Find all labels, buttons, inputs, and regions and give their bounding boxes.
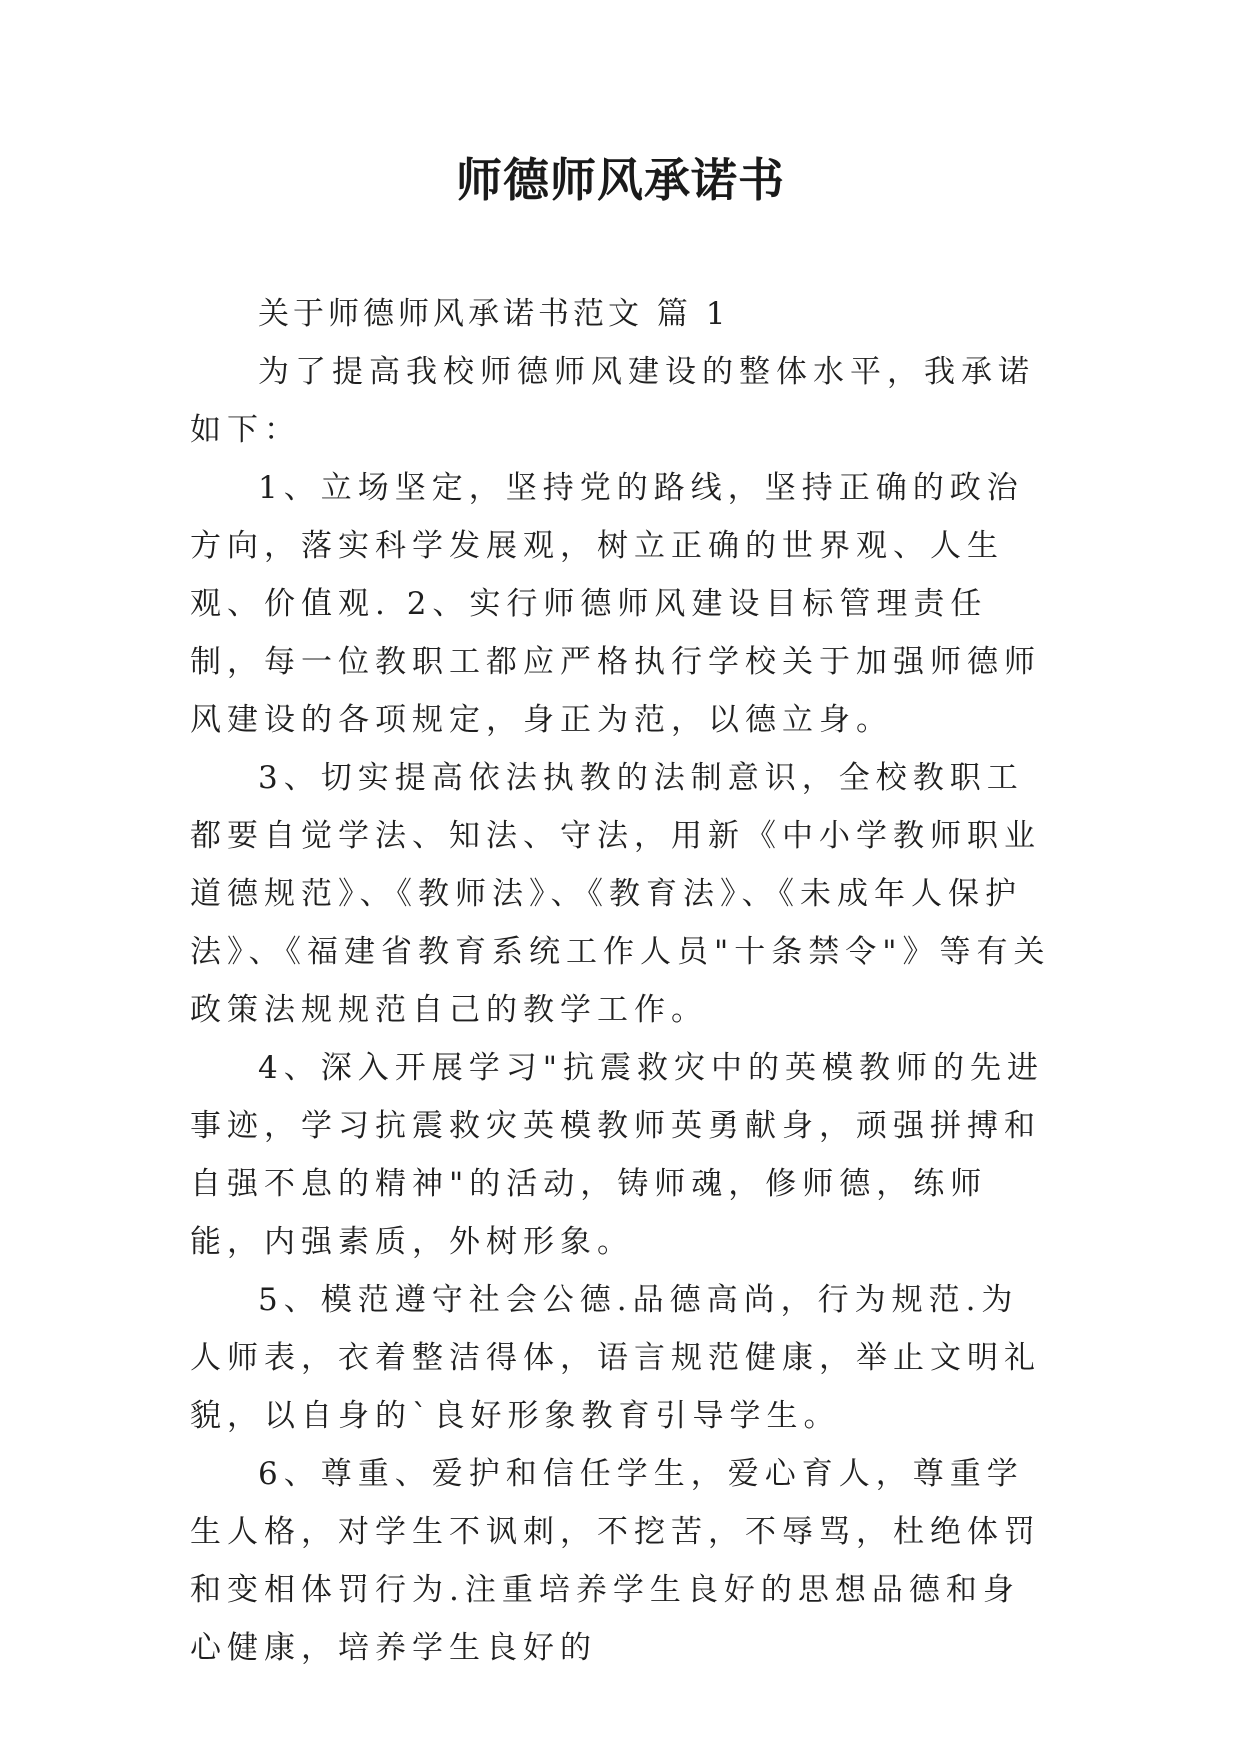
paragraph-intro: 为了提高我校师德师风建设的整体水平，我承诺如下：: [190, 354, 1035, 448]
paragraph-item-5: 5、模范遵守社会公德.品德高尚，行为规范.为人师表，衣着整洁得体，语言规范健康，举止文明礼貌，以自身的`良好形象教育引导学生。: [190, 1282, 1041, 1434]
document-body: [190, 285, 1052, 1677]
paragraph-item-4: 4、深入开展学习"抗震救灾中的英模教师的先进事迹，学习抗震救灾英模教师英勇献身，顽强拼搏和自强不息的精神"的活动，铸师魂，修师德，练师能，内强素质，外树形象。: [190, 1050, 1044, 1260]
document-title: 师德师风承诺书: [456, 153, 785, 207]
paragraph-item-3: 3、切实提高依法执教的法制意识，全校教职工都要自觉学法、知法、守法，用新《中小学教师职业道德规范》、《教师法》、《教育法》、《未成年人保护法》、《福建省教育系统工作人员"十条禁令"》等有关政策法规规范自己的教学工作。: [190, 760, 1051, 1028]
paragraph-item-6: 6、尊重、爱护和信任学生，爱心育人，尊重学生人格，对学生不讽刺，不挖苦，不辱骂，杜绝体罚和变相体罚行为.注重培养学生良好的思想品德和身心健康，培养学生良好的: [190, 1456, 1041, 1666]
section-heading: 关于师德师风承诺书范文 篇 1: [258, 296, 730, 332]
paragraph-item-1-2: 1、立场坚定，坚持党的路线，坚持正确的政治方向，落实科学发展观，树立正确的世界观、人生观、价值观. 2、实行师德师风建设目标管理责任制，每一位教职工都应严格执行学校关于加强师德师风建设的各项规定，身正为范，以德立身。: [190, 470, 1041, 738]
